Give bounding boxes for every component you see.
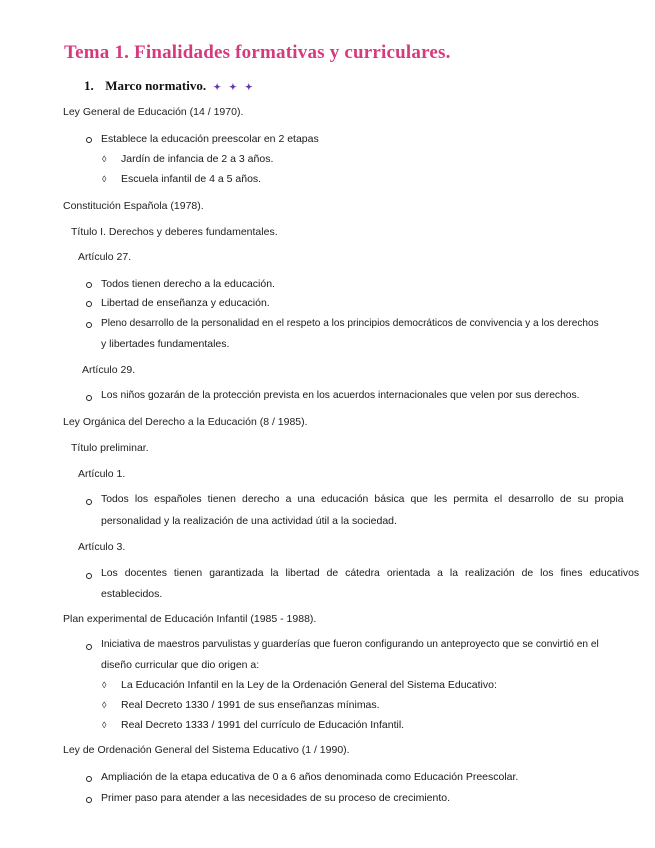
list-item-continued: establecidos. [101, 588, 163, 600]
bullet-icon [86, 499, 92, 505]
article-heading: Artículo 27. [78, 251, 132, 263]
section-label: Marco normativo. [105, 78, 207, 93]
page-title: Tema 1. Finalidades formativas y curriculares. [64, 42, 451, 63]
article-heading: Artículo 3. [78, 541, 126, 553]
titulo-heading: Título preliminar. [71, 442, 149, 454]
list-item: Pleno desarrollo de la personalidad en el respeto a los principios democráticos de convivencia y a los derechos [101, 318, 599, 329]
list-item: Todos los españoles tienen derecho a una educación básica que les permita el desarrollo de su propia [101, 494, 624, 505]
law-heading-ce: Constitución Española (1978). [63, 200, 204, 212]
list-item-continued: personalidad y la realización de una actividad útil a la sociedad. [101, 515, 397, 527]
list-item: Establece la educación preescolar en 2 etapas [101, 133, 319, 145]
list-item: Los niños gozarán de la protección prevista en los acuerdos internacionales que velen por sus derechos. [101, 390, 580, 401]
section-heading [84, 78, 255, 94]
article-heading: Artículo 29. [82, 364, 136, 376]
bullet-icon [86, 395, 92, 401]
list-item: Libertad de enseñanza y educación. [101, 297, 270, 309]
stars-icon: ✦ ✦ ✦ [213, 82, 256, 92]
list-item: Primer paso para atender a las necesidades de su proceso de crecimiento. [101, 792, 451, 804]
list-item: Los docentes tienen garantizada la libertad de cátedra orientada a la realización de los fines educativos [101, 568, 640, 579]
law-heading-plan: Plan experimental de Educación Infantil (1985 - 1988). [63, 613, 317, 625]
sub-list-item: Real Decreto 1333 / 1991 del currículo de Educación Infantil. [121, 719, 405, 731]
diamond-bullet-icon: ◊ [102, 174, 107, 184]
list-item: Ampliación de la etapa educativa de 0 a 6 años denominada como Educación Preescolar. [101, 771, 519, 783]
sub-list-item: La Educación Infantil en la Ley de la Ordenación General del Sistema Educativo: [121, 679, 497, 691]
diamond-bullet-icon: ◊ [102, 680, 107, 690]
law-heading-logse: Ley de Ordenación General del Sistema Educativo (1 / 1990). [63, 744, 350, 756]
bullet-icon [86, 322, 92, 328]
sub-list-item: Jardín de infancia de 2 a 3 años. [121, 153, 274, 165]
titulo-heading: Título I. Derechos y deberes fundamentales. [71, 226, 278, 238]
bullet-icon [86, 644, 92, 650]
sub-list-item: Real Decreto 1330 / 1991 de sus enseñanzas mínimas. [121, 699, 380, 711]
list-item-continued: diseño curricular que dio origen a: [101, 659, 260, 671]
diamond-bullet-icon: ◊ [102, 700, 107, 710]
diamond-bullet-icon: ◊ [102, 720, 107, 730]
diamond-bullet-icon: ◊ [102, 154, 107, 164]
list-item: Iniciativa de maestros parvulistas y guarderías que fueron configurando un anteproyecto que se convirtió en el [101, 639, 599, 650]
bullet-icon [86, 776, 92, 782]
bullet-icon [86, 137, 92, 143]
law-heading-lode: Ley Orgánica del Derecho a la Educación (8 / 1985). [63, 416, 308, 428]
article-heading: Artículo 1. [78, 468, 126, 480]
bullet-icon [86, 573, 92, 579]
list-item: Todos tienen derecho a la educación. [101, 278, 275, 290]
list-item-continued: y libertades fundamentales. [101, 338, 230, 350]
bullet-icon [86, 282, 92, 288]
law-heading-lge: Ley General de Educación (14 / 1970). [63, 106, 244, 118]
bullet-icon [86, 797, 92, 803]
section-number: 1. [84, 78, 94, 93]
bullet-icon [86, 301, 92, 307]
sub-list-item: Escuela infantil de 4 a 5 años. [121, 173, 262, 185]
